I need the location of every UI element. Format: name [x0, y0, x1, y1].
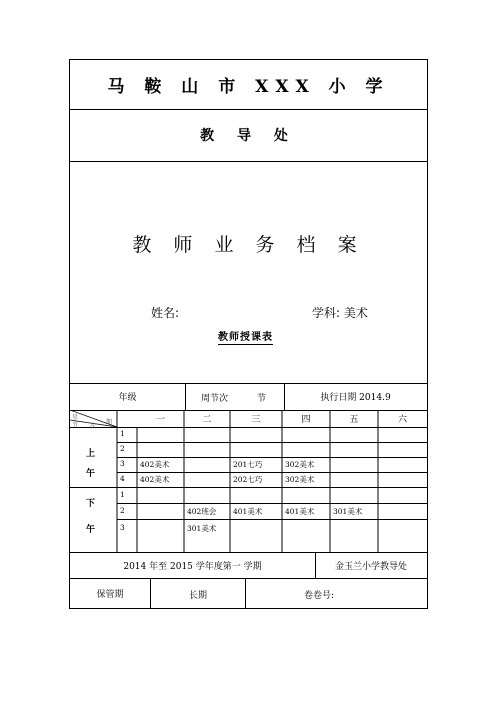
grade-label: 年级	[118, 393, 137, 403]
day-header: 五	[349, 415, 359, 425]
school-name: 马 鞍 山 市 XXX 小 学	[107, 77, 390, 97]
period-number: 1	[120, 429, 125, 438]
class-cell: 302美术	[285, 460, 315, 469]
class-cell: 402美术	[140, 475, 170, 484]
office-name: 教 导 处	[200, 128, 297, 144]
weekly-label: 周节次	[201, 394, 229, 404]
day-header: 三	[251, 415, 261, 425]
class-cell: 201七巧	[233, 460, 263, 469]
morning-label: 午	[86, 469, 96, 479]
name-label: 姓名:	[151, 306, 180, 320]
day-header: 一	[155, 415, 165, 425]
subject-label: 学科: 美术	[312, 306, 368, 320]
keeper-label: 保管期	[96, 589, 124, 600]
divider	[245, 578, 246, 608]
term-label: 2014 年至 2015 学年度第一 学期	[123, 561, 262, 572]
morning-label: 上	[86, 449, 96, 459]
period-number: 2	[120, 506, 125, 515]
period-label: 节	[257, 394, 267, 404]
corner-label: 期	[106, 419, 113, 426]
day-header: 六	[397, 415, 407, 425]
archive-title: 教 师 业 务 档 案	[132, 233, 365, 256]
office-stamp: 金玉兰小学教导处	[334, 561, 407, 572]
period-value: 长期	[189, 591, 208, 601]
divider	[185, 383, 186, 410]
class-cell: 402美术	[140, 460, 170, 469]
day-header: 四	[301, 415, 311, 425]
schedule-title: 教师授课表	[218, 328, 273, 345]
afternoon-label: 下	[86, 499, 96, 509]
day-header: 二	[202, 415, 212, 425]
period-number: 4	[120, 474, 125, 483]
period-number: 2	[120, 444, 125, 453]
period-number: 3	[120, 523, 125, 532]
afternoon-label: 午	[86, 525, 96, 535]
class-cell: 401美术	[285, 507, 315, 516]
period-number: 1	[120, 490, 125, 499]
corner-label: 节	[72, 422, 79, 429]
exec-date: 执行日期 2014.9	[320, 393, 391, 403]
file-number-label: 卷卷号:	[304, 591, 335, 601]
class-cell: 402班会	[187, 507, 217, 516]
class-cell: 401美术	[233, 507, 263, 516]
divider	[150, 578, 151, 608]
schedule-grid	[70, 410, 427, 552]
archive-document	[69, 59, 428, 609]
class-cell: 302美术	[285, 475, 315, 484]
corner-label: 星	[72, 414, 79, 421]
class-cell: 301美术	[333, 507, 363, 516]
class-cell: 301美术	[187, 524, 217, 533]
divider	[70, 161, 427, 162]
period-number: 3	[120, 459, 125, 468]
corner-label: 次	[90, 423, 97, 430]
class-cell: 202七巧	[233, 475, 263, 484]
